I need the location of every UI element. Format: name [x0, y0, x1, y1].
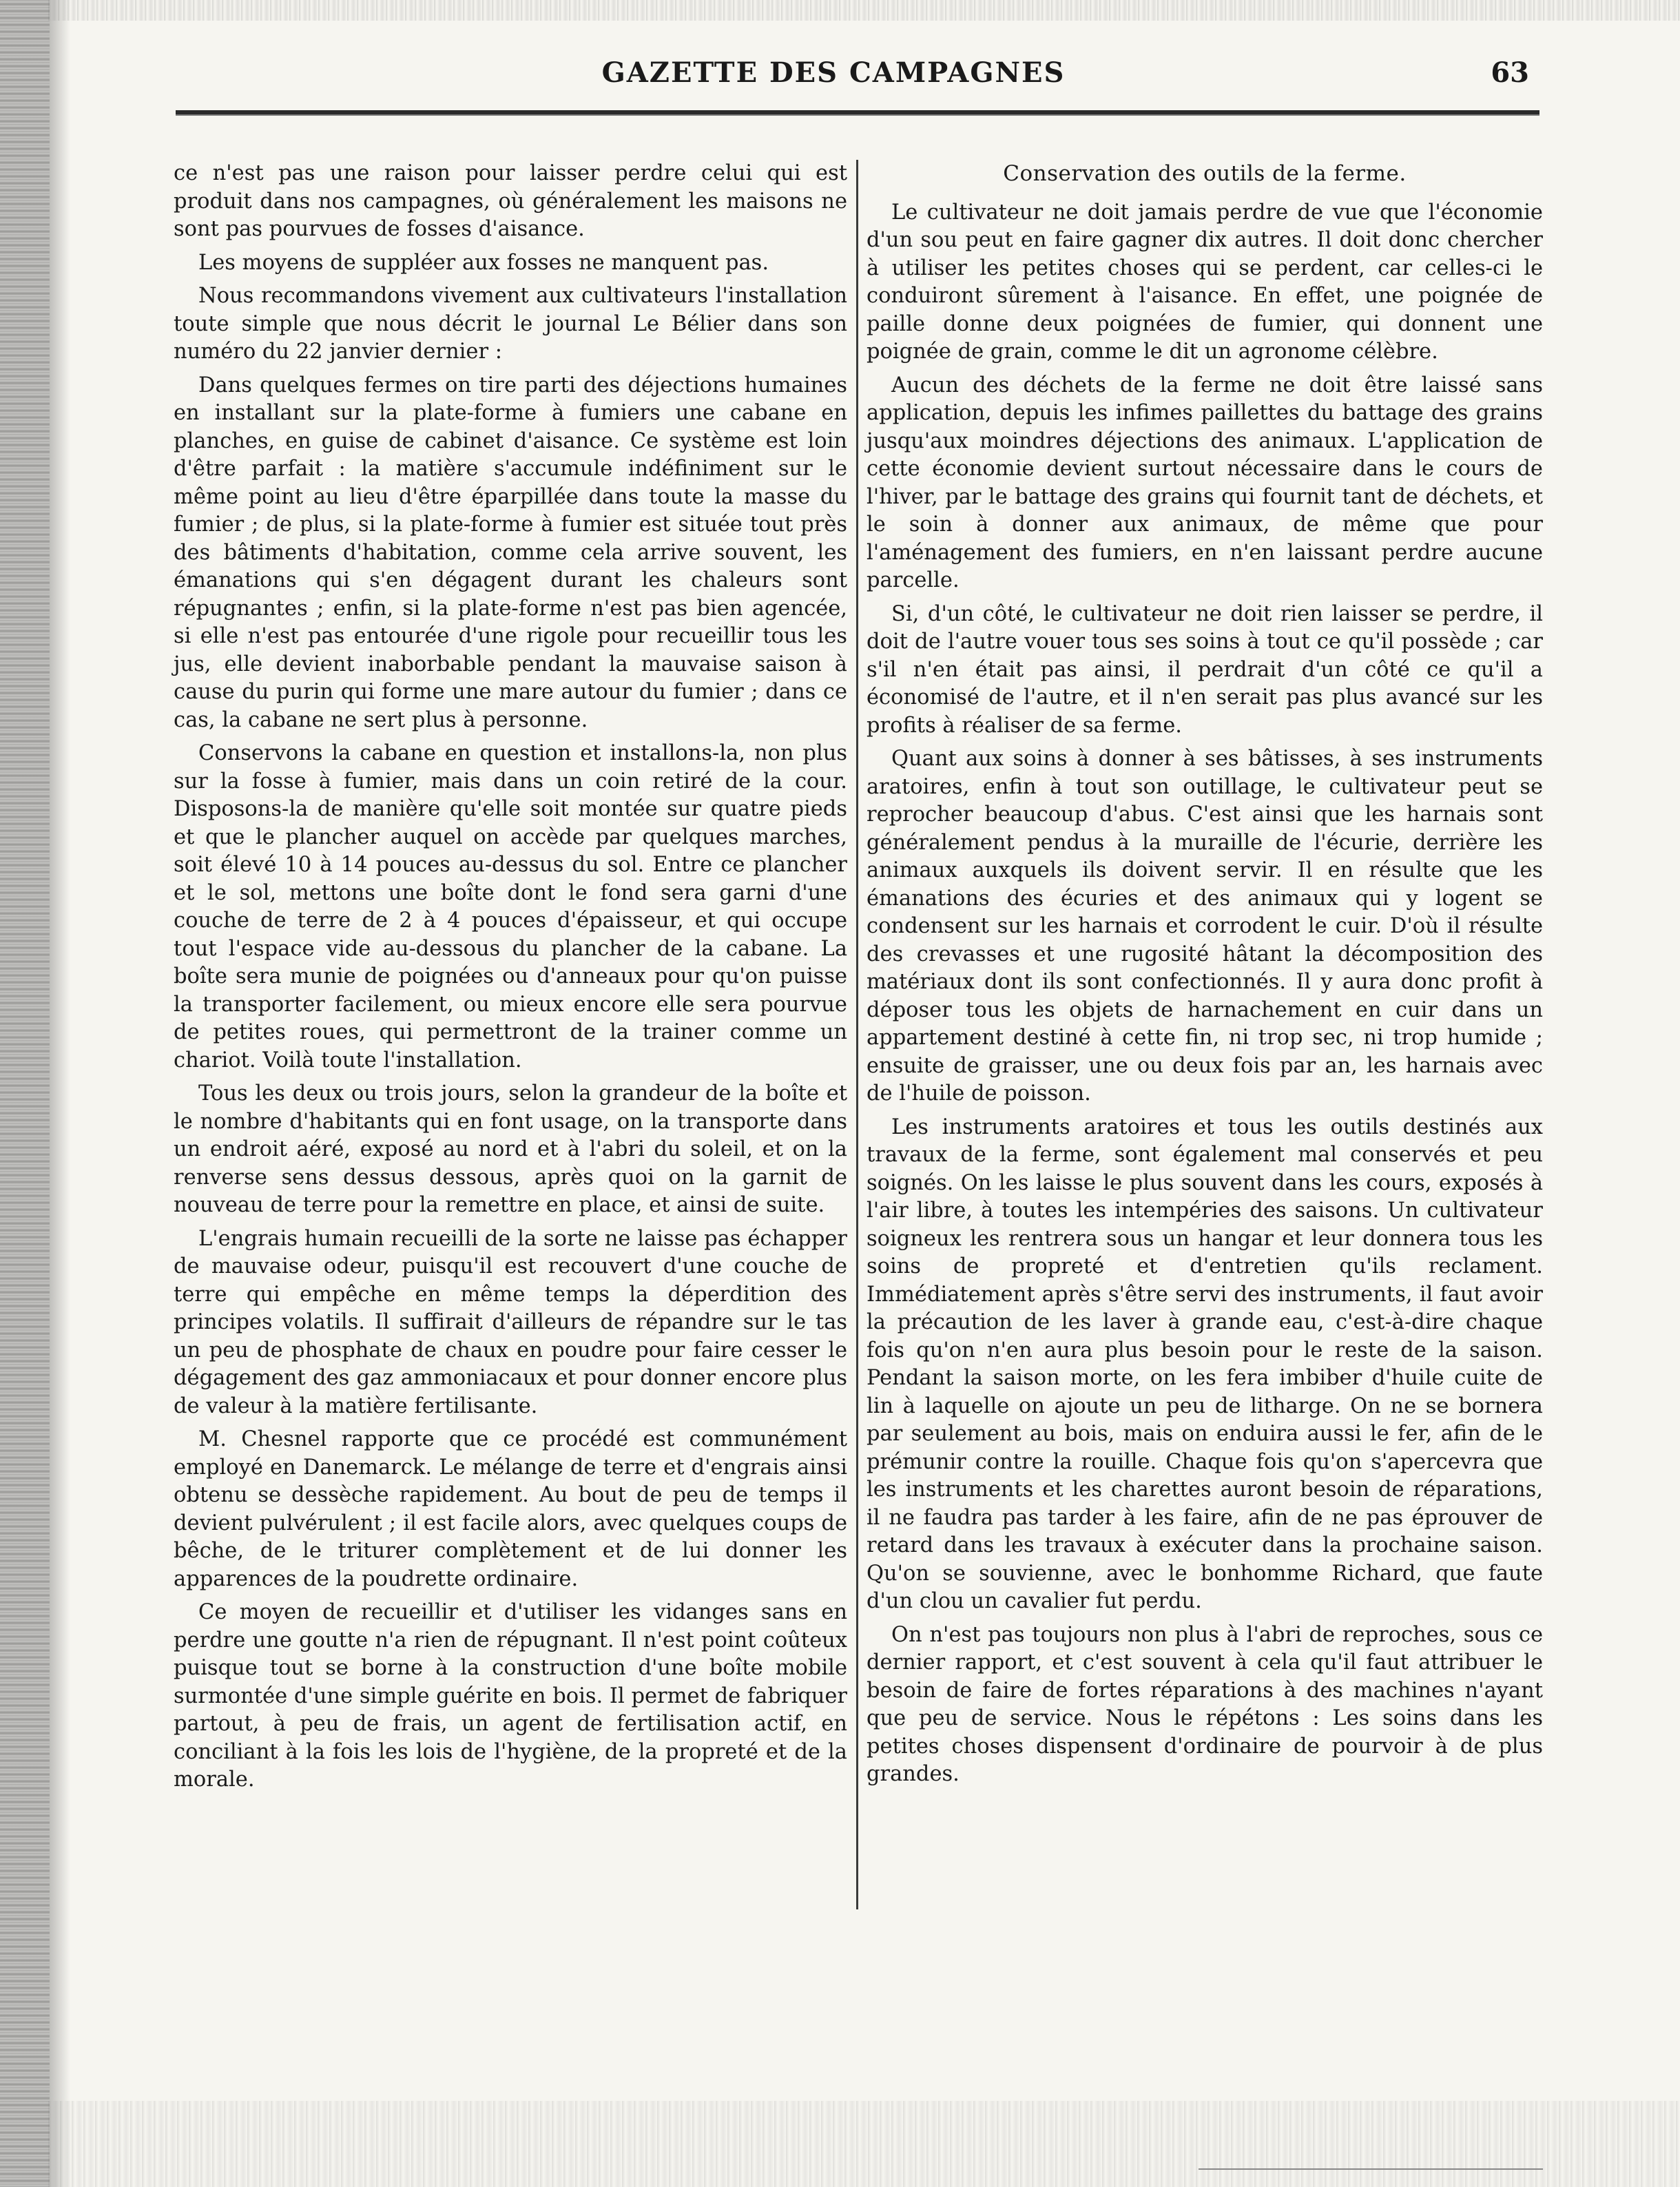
section-title: Conservation des outils de la ferme.	[1003, 161, 1407, 186]
bottom-rule	[1199, 2168, 1543, 2170]
left-column	[174, 160, 847, 1800]
paragraph: Les instruments aratoires et tous les outils destinés aux travaux de la ferme, sont également mal conservés et peu soignés. On les laisse le plus souvent dans les cours, exposés à l'air libre, à toutes les intempéries des saisons. Un cultivateur soigneux les rentrera sous un hangar et leur donnera tous les soins de propreté et d'entretien qu'ils reclament. Immédiatement après s'être servi des instruments, il faut avoir la précaution de les laver à grande eau, c'est-à-dire chaque fois qu'on n'en aura plus besoin pour le reste de la saison. Pendant la saison morte, on les fera imbiber d'huile cuite de lin à laquelle on ajoute un peu de litharge. On ne se bornera par seulement au bois, mais on enduira aussi le fer, afin de le prémunir contre la rouille. Chaque fois qu'on s'apercevra que les instruments et les charettes auront besoin de réparations, il ne faudra pas tarder à les faire, afin de ne pas éprouver de retard dans les travaux à exécuter dans la prochaine saison. Qu'on se souvienne, avec le bonhomme Richard, que faute d'un clou un cavalier fut perdu.	[867, 1115, 1543, 1613]
scan-binding-shadow	[50, 0, 70, 2187]
running-title: GAZETTE DES CAMPAGNES	[601, 56, 1066, 89]
page-number: 63	[1491, 56, 1529, 89]
paragraph: L'engrais humain recueilli de la sorte ne laisse pas échapper de mauvaise odeur, puisqu'il est recouvert d'une couche de terre qui empêche en même temps la déperdition des principes volatils. Il suffirait d'ailleurs de répandre sur le tas un peu de phosphate de chaux en poudre pour faire cesser le dégagement des gaz ammoniacaux et pour donner encore plus de valeur à la matière fertilisante.	[174, 1226, 847, 1418]
paragraph: Quant aux soins à donner à ses bâtisses, à ses instruments aratoires, enfin à tout son outillage, le cultivateur peut se reprocher beaucoup d'abus. C'est ainsi que les harnais sont généralement pendus à la muraille de l'écurie, derrière les animaux auxquels ils doivent servir. Il en résulte que les émanations des écuries et des animaux qui y logent se condensent sur les harnais et corrodent le cuir. D'où il résulte des crevasses et une rugosité hâtant la décomposition des matériaux dont ils sont confectionnés. Il y aura donc profit à déposer tous les objets de harnachement en cuir dans un appartement destiné à cette fin, ni trop sec, ni trop humide ; ensuite de graisser, une ou deux fois par an, les harnais avec de l'huile de poisson.	[867, 747, 1543, 1106]
header-rule	[176, 110, 1539, 116]
paragraph: Si, d'un côté, le cultivateur ne doit rien laisser se perdre, il doit de l'autre vouer tous ses soins à tout ce qu'il possède ; car s'il n'en était pas ainsi, il perdrait d'un côté ce qu'il a économisé de l'autre, et il n'en serait pas plus avancé sur les profits à réaliser de sa ferme.	[867, 601, 1543, 738]
paragraph: On n'est pas toujours non plus à l'abri de reproches, sous ce dernier rapport, et c'est souvent à cela qu'il faut attribuer le besoin de faire de fortes réparations à des machines n'ayant que peu de service. Nous le répétons : Les soins dans les petites choses dispensent d'ordinaire de pourvoir à de plus grandes.	[867, 1622, 1543, 1786]
scan-noise-bottom	[48, 2101, 1680, 2187]
scan-noise-top	[48, 0, 1680, 21]
paragraph: Le cultivateur ne doit jamais perdre de vue que l'économie d'un sou peut en faire gagner dix autres. Il doit donc chercher à utiliser les petites choses qui se perdent, car celles-ci le conduiront sûrement à l'aisance. En effet, une poignée de paille donne deux poignées de fumier, qui donnent une poignée de grain, comme le dit un agronome célèbre.	[867, 200, 1543, 364]
right-column	[867, 160, 1543, 1794]
paragraph: Ce moyen de recueillir et d'utiliser les vidanges sans en perdre une goutte n'a rien de répugnant. Il n'est point coûteux puisque tout se borne à la construction d'une boîte mobile surmontée d'une simple guérite en bois. Il permet de fabriquer partout, à peu de frais, un agent de fertilisation actif, en conciliant à la fois les lois de l'hygiène, de la propreté et de la morale.	[174, 1600, 847, 1792]
column-divider	[856, 160, 858, 1909]
paragraph: Dans quelques fermes on tire parti des déjections humaines en installant sur la plate-forme à fumiers une cabane en planches, en guise de cabinet d'aisance. Ce système est loin d'être parfait : la matière s'accumule indéfiniment sur le même point au lieu d'être éparpillée dans toute la masse du fumier ; de plus, si la plate-forme à fumier est située tout près des bâtiments d'habitation, comme cela arrive souvent, les émanations qui s'en dégagent durant les chaleurs sont répugnantes ; enfin, si la plate-forme n'est pas bien agencée, si elle n'est pas entourée d'une rigole pour recueillir tous les jus, elle devient inaborbable pendant la mauvaise saison à cause du purin qui forme une mare autour du fumier ; dans ce cas, la cabane ne sert plus à personne.	[174, 373, 847, 732]
paragraph: Nous recommandons vivement aux cultivateurs l'installation toute simple que nous décrit le journal Le Bélier dans son numéro du 22 janvier dernier :	[174, 284, 847, 364]
paragraph: ce n'est pas une raison pour laisser perdre celui qui est produit dans nos campagnes, où généralement les maisons ne sont pas pourvues de fosses d'aisance.	[174, 161, 847, 241]
paragraph: Tous les deux ou trois jours, selon la grandeur de la boîte et le nombre d'habitants qui en font usage, on la transporte dans un endroit aéré, exposé au nord et à l'abri du soleil, et on la renverse sens dessus dessous, après quoi on la garnit de nouveau de terre pour la remettre en place, et ainsi de suite.	[174, 1081, 847, 1217]
paragraph: M. Chesnel rapporte que ce procédé est communément employé en Danemarck. Le mélange de terre et d'engrais ainsi obtenu se dessèche rapidement. Au bout de peu de temps il devient pulvérulent ; il est facile alors, avec quelques coups de bêche, de le triturer complètement et de lui donner les apparences de la poudrette ordinaire.	[174, 1427, 847, 1591]
paragraph: Aucun des déchets de la ferme ne doit être laissé sans application, depuis les infimes paillettes du battage des grains jusqu'aux moindres déjections des animaux. L'application de cette économie devient surtout nécessaire dans le cours de l'hiver, par le battage des grains qui fournit tant de déchets, et le soin à donner aux animaux, de même que pour l'aménagement des fumiers, en n'en laissant perdre aucune parcelle.	[867, 373, 1543, 592]
paragraph: Conservons la cabane en question et installons-la, non plus sur la fosse à fumier, mais dans un coin retiré de la cour. Disposons-la de manière qu'elle soit montée sur quatre pieds et que le plancher auquel on accède par quelques marches, soit élevé 10 à 14 pouces au-dessus du sol. Entre ce plancher et le sol, mettons une boîte dont le fond sera garni d'une couche de terre de 2 à 4 pouces d'épaisseur, et qui occupe tout l'espace vide au-dessous du plancher de la cabane. La boîte sera munie de poignées ou d'anneaux pour qu'on puisse la transporter facilement, ou mieux encore elle sera pourvue de petites roues, qui permettront de la trainer comme un chariot. Voilà toute l'installation.	[174, 741, 847, 1072]
paragraph: Les moyens de suppléer aux fosses ne manquent pas.	[198, 250, 769, 275]
page-header	[138, 56, 1529, 98]
scan-binding-edge	[0, 0, 50, 2187]
